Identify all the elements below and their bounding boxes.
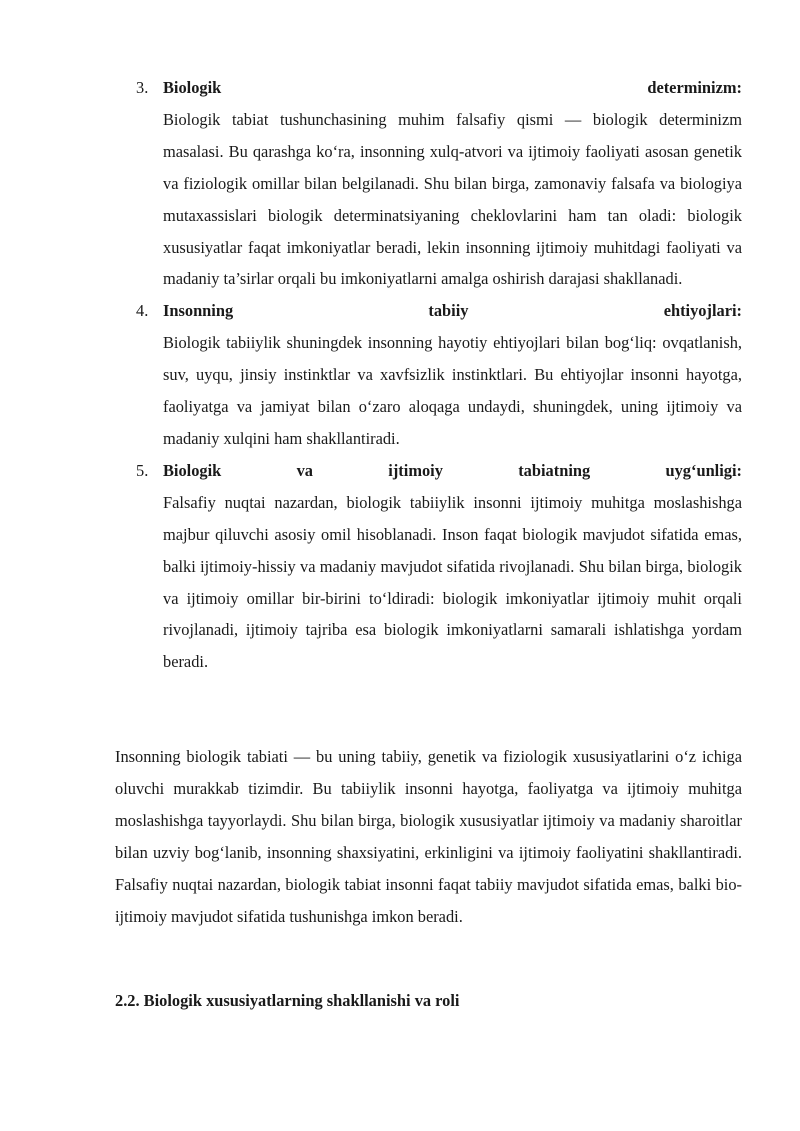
section-heading: 2.2. Biologik xususiyatlarning shakllanishi va roli	[115, 991, 460, 1010]
list-item-body: Biologik tabiat tushunchasining muhim falsafiy qismi — biologik determinizm masalasi. Bu qarashga ko‘ra, insonning xulq-atvori va ijtimoiy faoliyati asosan genetik va fiziologik omillar bilan belgilanadi. Shu bilan birga, zamonaviy falsafa va biologiya mutaxassislari biologik determinatsiyaning cheklovlarini ham tan oladi: biologik xususiyatlar faqat imkoniyatlar beradi, lekin insonning ijtimoiy muhitdagi faoliyati va madaniy ta’sirlar orqali bu imkoniyatlarni amalga oshirish darajasi shakllanadi.	[163, 109, 742, 289]
list-item	[136, 455, 742, 678]
list-item	[136, 72, 742, 295]
list-item-number: 4.	[136, 301, 149, 321]
list-item-body: Biologik tabiiylik shuningdek insonning hayotiy ehtiyojlari bilan bog‘liq: ovqatlanish, suv, uyqu, jinsiy instinktlar va xavfsizlik instinktlari. Bu ehtiyojlar insonni hayotga, faoliyatga va jamiyat bilan o‘zaro aloqaga undaydi, shuningdek, uning ijtimoiy va madaniy xulqini ham shakllantiradi.	[163, 333, 742, 448]
list-item-number: 3.	[136, 78, 149, 97]
summary-paragraph: Insonning biologik tabiati — bu uning tabiiy, genetik va fiziologik xususiyatlarini o‘z ichiga oluvchi murakkab tizimdir. Bu tabiiylik insonni hayotga, faoliyatga va ijtimoiy muhitga moslashishga tayyorlaydi. Shu bilan birga, biologik xususiyatlar ijtimoiy va madaniy sharoitlar bilan uzviy bog‘lanib, insonning shaxsiyatini, erkinligini va ijtimoiy faoliyatini shakllantiradi. Falsafiy nuqtai nazardan, biologik tabiat insonni faqat tabiiy mavjudot sifatida emas, balki bio-ijtimoiy mavjudot sifatida tushunishga imkon beradi.	[115, 747, 742, 926]
list-item-heading: Biologik va ijtimoiy tabiatning uyg‘unligi:	[163, 460, 742, 480]
list-item	[136, 295, 742, 455]
list-item-body: Falsafiy nuqtai nazardan, biologik tabiiylik insonni ijtimoiy muhitga moslashishga majbur qiluvchi asosiy omil hisoblanadi. Inson faqat biologik mavjudot sifatida emas, balki ijtimoiy-hissiy va madaniy mavjudot sifatida rivojlanadi. Shu bilan birga, biologik va ijtimoiy omillar bir-birini to‘ldiradi: biologik imkoniyatlar ijtimoiy muhit orqali rivojlanadi, ijtimoiy tajriba esa biologik imkoniyatlarni samarali ishlatishga yordam beradi.	[163, 492, 742, 672]
list-item-number: 5.	[136, 460, 149, 480]
list-item-heading: Biologik determinizm:	[163, 78, 742, 97]
list-item-heading: Insonning tabiiy ehtiyojlari:	[163, 301, 742, 321]
numbered-list	[0, 72, 800, 678]
